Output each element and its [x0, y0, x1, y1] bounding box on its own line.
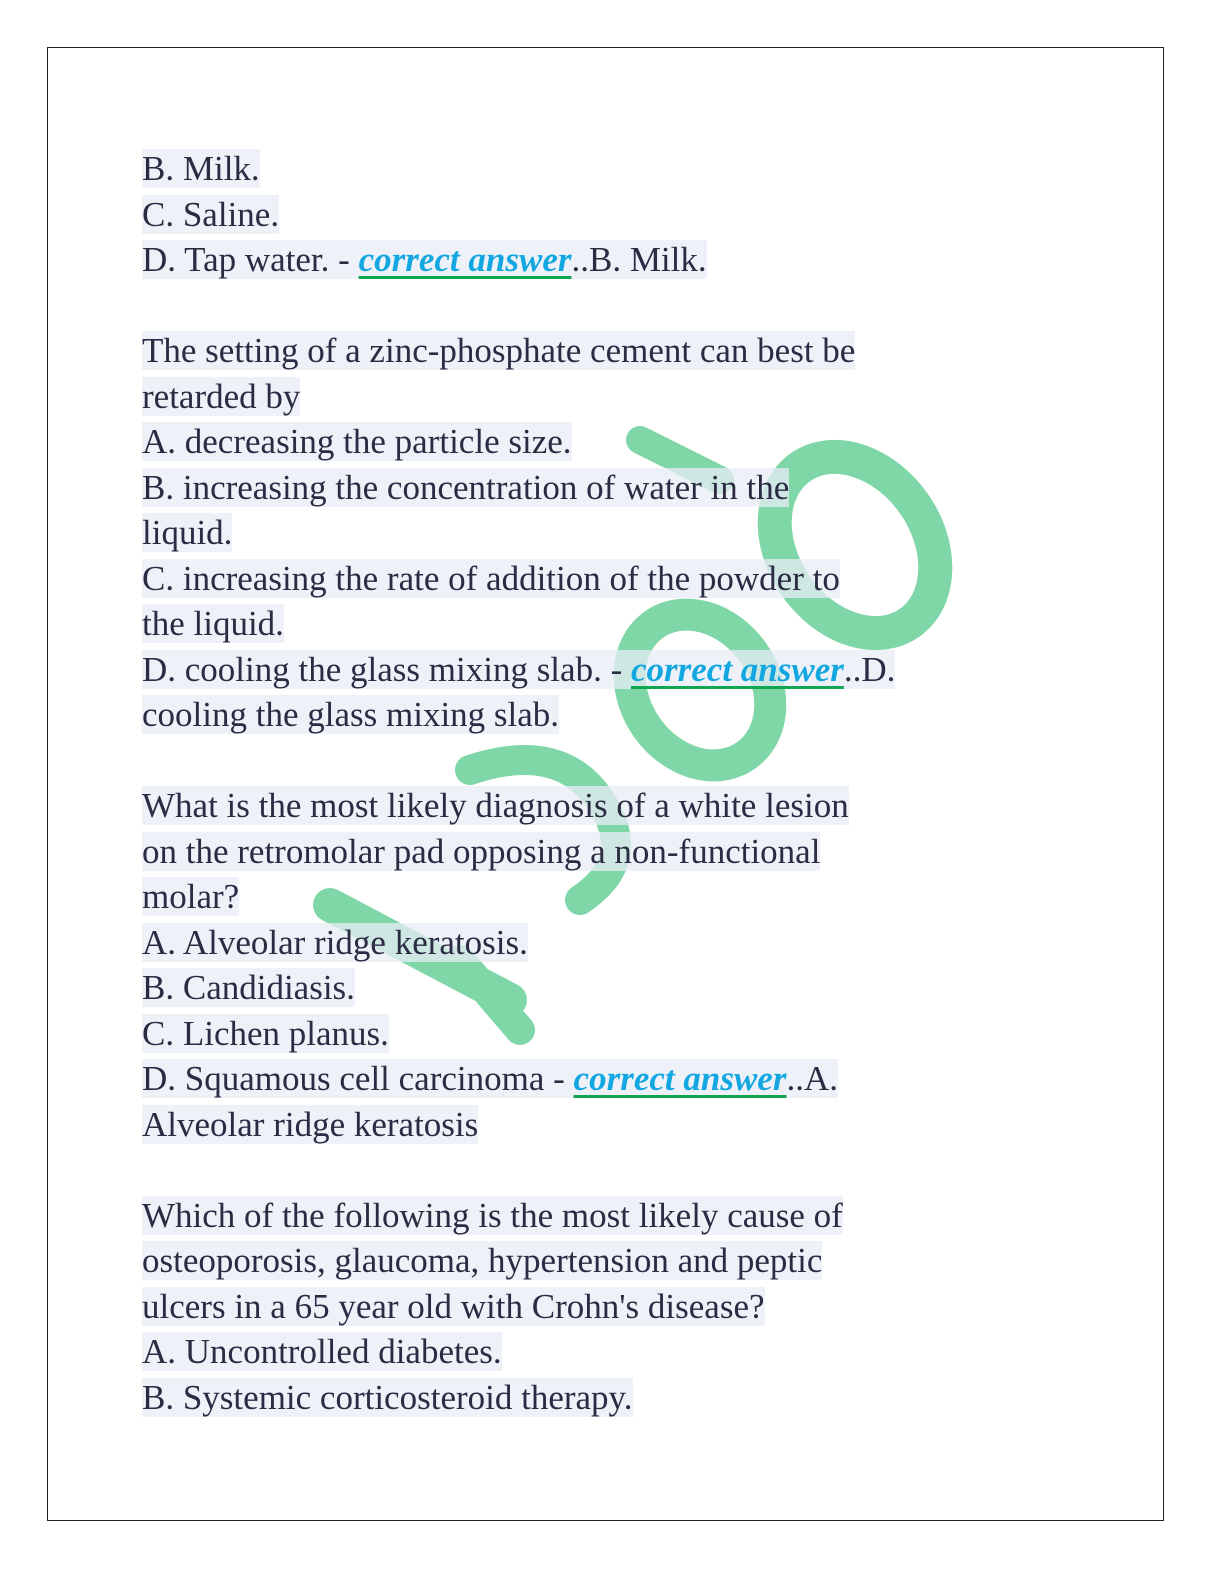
- answer-line: [142, 237, 1022, 283]
- question-line: [142, 920, 1022, 966]
- answer-line: [142, 1056, 1022, 1102]
- question-text: osteoporosis, glaucoma, hypertension and peptic: [142, 1241, 823, 1280]
- question-line: [142, 965, 1022, 1011]
- question-line: [142, 1193, 1022, 1239]
- paragraph-gap: [142, 283, 1022, 329]
- answer-prefix: D. Squamous cell carcinoma -: [142, 1059, 574, 1098]
- question-line: [142, 374, 1022, 420]
- question-text: on the retromolar pad opposing a non-functional: [142, 831, 821, 871]
- question-text: the liquid.: [142, 604, 284, 643]
- question-line: [142, 1375, 1022, 1421]
- question-line: [142, 874, 1022, 920]
- correct-answer-label: correct answer: [573, 1059, 787, 1098]
- document-body: [142, 146, 1022, 1420]
- correct-answer-label: correct answer: [630, 649, 844, 689]
- question-text: C. Saline.: [142, 194, 280, 234]
- question-line: [142, 783, 1022, 829]
- question-text: B. Milk.: [142, 149, 260, 188]
- question-text: The setting of a zinc-phosphate cement can best be: [142, 331, 856, 370]
- question-text: What is the most likely diagnosis of a white lesion: [142, 786, 849, 825]
- answer-value: ..D.: [843, 649, 896, 689]
- question-text: molar?: [142, 877, 240, 916]
- correct-answer-label: correct answer: [358, 240, 572, 279]
- question-line: [142, 1011, 1022, 1057]
- answer-continuation: Alveolar ridge keratosis: [142, 1104, 479, 1144]
- question-text: A. Alveolar ridge keratosis.: [142, 922, 528, 962]
- question-text: C. Lichen planus.: [142, 1013, 389, 1053]
- answer-line: [142, 647, 1022, 693]
- paragraph-gap: [142, 738, 1022, 784]
- question-text: A. Uncontrolled diabetes.: [142, 1332, 502, 1371]
- question-line: [142, 1284, 1022, 1330]
- question-line: [142, 556, 1022, 602]
- question-line: [142, 465, 1022, 511]
- question-text: A. decreasing the particle size.: [142, 422, 572, 461]
- question-text: ulcers in a 65 year old with Crohn's disease?: [142, 1286, 765, 1326]
- question-line: [142, 1329, 1022, 1375]
- question-line: [142, 192, 1022, 238]
- paragraph-gap: [142, 1147, 1022, 1193]
- question-text: B. increasing the concentration of water in the: [142, 467, 790, 507]
- question-text: Which of the following is the most likely cause of: [142, 1195, 843, 1235]
- answer-value: ..B. Milk.: [571, 240, 707, 279]
- answer-highlight: [142, 1059, 838, 1098]
- question-text: B. Candidiasis.: [142, 968, 355, 1007]
- answer-continuation-line: [142, 692, 1022, 738]
- question-text: B. Systemic corticosteroid therapy.: [142, 1377, 633, 1417]
- question-line: [142, 601, 1022, 647]
- question-line: [142, 510, 1022, 556]
- question-line: [142, 1238, 1022, 1284]
- question-text: liquid.: [142, 513, 233, 552]
- answer-highlight: [142, 240, 707, 279]
- question-line: [142, 146, 1022, 192]
- question-line: [142, 328, 1022, 374]
- answer-value: ..A.: [786, 1059, 838, 1098]
- question-text: retarded by: [142, 376, 301, 416]
- answer-prefix: D. cooling the glass mixing slab. -: [142, 649, 631, 689]
- answer-prefix: D. Tap water. -: [142, 240, 359, 279]
- answer-highlight: [142, 650, 895, 689]
- question-line: [142, 829, 1022, 875]
- answer-continuation-line: [142, 1102, 1022, 1148]
- question-text: C. increasing the rate of addition of the powder to: [142, 558, 840, 598]
- answer-continuation: cooling the glass mixing slab.: [142, 695, 560, 734]
- question-line: [142, 419, 1022, 465]
